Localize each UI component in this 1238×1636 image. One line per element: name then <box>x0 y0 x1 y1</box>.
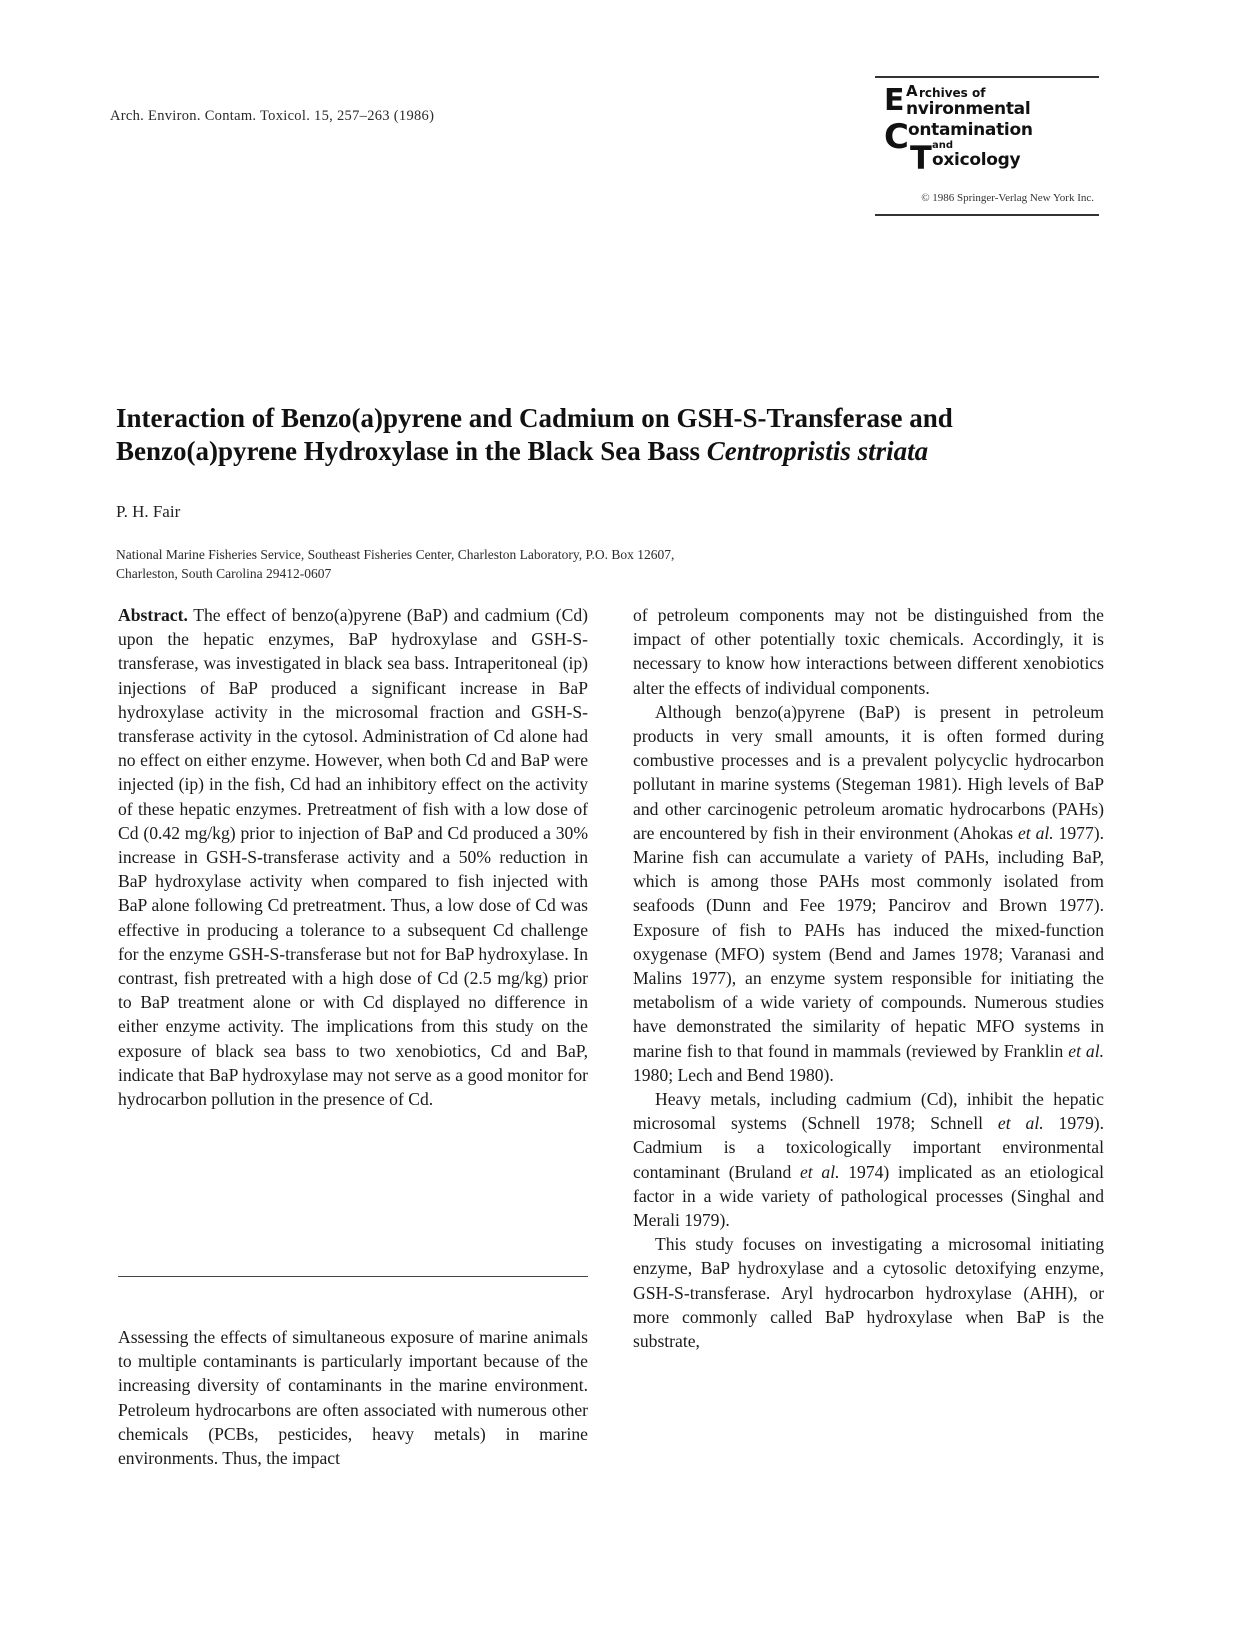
abstract-paragraph <box>118 603 588 1111</box>
logo-toxicology: oxicology <box>932 150 1021 170</box>
affiliation-line-2: Charleston, South Carolina 29412-0607 <box>116 566 332 581</box>
author-affiliation <box>116 545 1116 583</box>
journal-citation: Arch. Environ. Contam. Toxicol. 15, 257–263 (1986) <box>110 108 435 124</box>
abstract <box>118 603 588 1111</box>
body-paragraph-2 <box>633 700 1104 1087</box>
logo-and: and <box>932 140 954 151</box>
body-p3-text-b: 1979). Cadmium is a toxicologically important environmental contaminant (Bruland <box>633 1113 1104 1182</box>
body-p2-text-c: 1980; Lech and Bend 1980). <box>633 1064 834 1085</box>
intro-section <box>118 1325 588 1470</box>
body-p3-etal-2: et al. <box>799 1161 840 1182</box>
logo-contamination: ontamination <box>908 120 1033 140</box>
article-title <box>116 402 1116 468</box>
logo-letter-a: A <box>906 82 918 100</box>
body-p3-etal-1: et al. <box>997 1113 1044 1134</box>
body-p2-text-a: Although benzo(a)pyrene (BaP) is present in petroleum products in very small amounts, it is often formed during combustive processes and is a prevalent polycyclic hydrocarbon pollutant in marine systems (Stegeman 1981). High levels of BaP and other carcinogenic petroleum aromatic hydrocarbons (PAHs) are encountered by fish in their environment (Ahokas <box>633 701 1104 843</box>
body-p2-text-b: 1977). Marine fish can accumulate a variety of PAHs, including BaP, which is among those PAHs most commonly isolated from seafoods (Dunn and Fee 1979; Pancirov and Brown 1977). Exposure of fish to PAHs has induced the mixed-function oxygenase (MFO) system (Bend and James 1978; Varanasi and Malins 1977), an enzyme system responsible for initiating the metabolism of a wide variety of compounds. Numerous studies have demonstrated the similarity of hepatic MFO systems in marine fish to that found in mammals (reviewed by Franklin <box>633 822 1105 1061</box>
logo-letter-t: T <box>910 139 932 177</box>
body-p3-text-a: Heavy metals, including cadmium (Cd), inhibit the hepatic microsomal systems (Schnell 1978; Schnell <box>633 1089 1104 1134</box>
body-paragraph-4: This study focuses on investigating a microsomal initiating enzyme, BaP hydroxylase and a cytosolic detoxifying enzyme, GSH-S-transferase. Aryl hydrocarbon hydroxylase (AHH), or more commonly called BaP hydroxylase when BaP is the substrate, <box>633 1234 1104 1352</box>
right-column <box>633 603 1104 1353</box>
copyright-notice: © 1986 Springer-Verlag New York Inc. <box>921 192 1094 204</box>
affiliation-line-1: National Marine Fisheries Service, Southeast Fisheries Center, Charleston Laboratory, P.O. Box 12607, <box>116 547 675 562</box>
logo-letter-c: C <box>884 117 909 157</box>
journal-logo <box>884 82 1094 182</box>
body-p2-etal-2: et al. <box>1068 1040 1104 1061</box>
logo-letter-e: E <box>884 83 905 118</box>
intro-paragraph: Assessing the effects of simultaneous exposure of marine animals to multiple contaminants is particularly important because of the increasing diversity of contaminants in the marine environment. Petroleum hydrocarbons are often associated with numerous other chemicals (PCBs, pesticides, heavy metals) in marine environments. Thus, the impact <box>118 1327 588 1469</box>
abstract-label: Abstract. <box>118 605 188 625</box>
logo-bottom-rule <box>875 214 1099 216</box>
logo-top-rule <box>875 76 1099 78</box>
body-p3-text-c: 1974) implicated as an etiological factor in a wide variety of pathological processes (Singhal and Merali 1979). <box>633 1161 1104 1231</box>
article-title-main: Interaction of Benzo(a)pyrene and Cadmium on GSH-S-Transferase and Benzo(a)pyrene Hydroxylase in the Black Sea Bass <box>116 403 953 466</box>
article-title-species: Centropristis striata <box>706 436 929 466</box>
body-paragraph-1: of petroleum components may not be distinguished from the impact of other potentially toxic chemicals. Accordingly, it is necessary to know how interactions between different xenobiotics alter the effects of individual components. <box>633 605 1104 698</box>
logo-environmental: nvironmental <box>906 99 1031 119</box>
author-name: P. H. Fair <box>116 502 181 521</box>
abstract-text: The effect of benzo(a)pyrene (BaP) and cadmium (Cd) upon the hepatic enzymes, BaP hydroxylase and GSH-S-transferase, was investigated in black sea bass. Intraperitoneal (ip) injections of BaP produced a significant increase in BaP hydroxylase activity in the microsomal fraction and GSH-S-transferase activity in the cytosol. Administration of Cd alone had no effect on either enzyme. However, when both Cd and BaP were injected (ip) in the fish, Cd had an inhibitory effect on the activity of these hepatic enzymes. Pretreatment of fish with a low dose of Cd (0.42 mg/kg) prior to injection of BaP and Cd produced a 30% increase in GSH-S-transferase activity and a 50% reduction in BaP hydroxylase activity when compared to fish injected with BaP alone following Cd pretreatment. Thus, a low dose of Cd was effective in producing a tolerance to a subsequent Cd challenge for the enzyme GSH-S-transferase but not for BaP hydroxylase. In contrast, fish pretreated with a high dose of Cd (2.5 mg/kg) prior to BaP treatment alone or with Cd displayed no difference in either enzyme activity. The implications from this study on the exposure of black sea bass to two xenobiotics, Cd and BaP, indicate that BaP hydroxylase may not serve as a good monitor for hydrocarbon pollution in the presence of Cd. <box>118 605 588 1110</box>
body-paragraph-3 <box>633 1087 1104 1232</box>
body-p2-etal-1: et al. <box>1018 822 1054 843</box>
logo-archives-of: rchives of <box>919 86 986 100</box>
abstract-separator <box>118 1276 588 1277</box>
